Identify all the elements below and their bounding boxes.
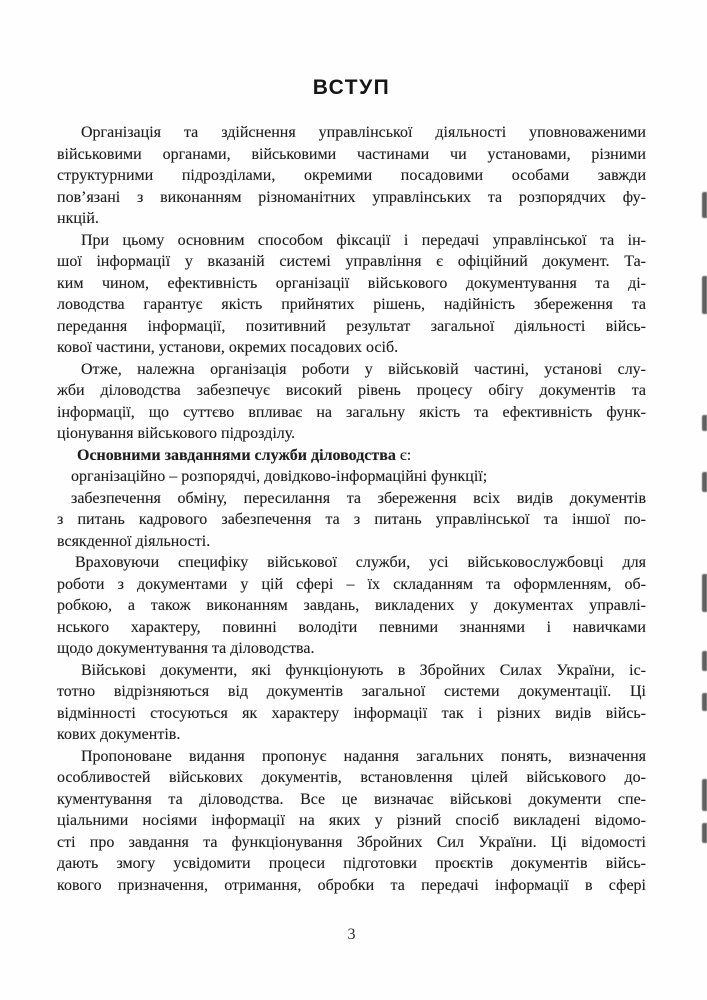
scan-edge-mark: [702, 823, 707, 843]
text-line: роботи з документами у цій сфері – їх складанням та оформленням, об-: [57, 575, 646, 593]
text-line: з питань кадрового забезпечення та з питань управлінської та іншої по-: [57, 511, 646, 528]
scan-edge-mark: [702, 276, 707, 314]
bold-lead-text: Основними завданнями служби діловодства: [77, 446, 396, 464]
scan-edge-mark: [702, 651, 707, 671]
paragraph: [57, 359, 646, 445]
text-line: робкою, а також виконанням завдань, викладених у документах управлі-: [57, 597, 646, 614]
text-line: ціальними носіями інформації на яких у різний спосіб викладені відомо-: [57, 812, 646, 829]
text-line: структурними підрозділами, окремими посадовими особами завжди: [57, 167, 646, 184]
text-line: відмінності стосуються як характеру інформації так і різних видів війсь-: [57, 704, 646, 722]
text-line: ціонування військового підрозділу.: [57, 425, 296, 442]
text-line: тотно відрізняються від документів загальної системи документації. Ці: [57, 683, 646, 700]
paragraph: [57, 122, 646, 230]
text-line: Отже, належна організація роботи у військовій частині, установі слу-: [81, 360, 646, 378]
text-line: ловодства гарантує якість прийнятих рішень, надійність збереження та: [57, 296, 646, 313]
text-line: сті про завдання та функціонування Збройних Сил України. Ці відомості: [57, 833, 646, 851]
scan-edge-mark: [702, 472, 707, 492]
text-line: Пропоноване видання пропонує надання загальних понять, визначення: [81, 747, 646, 765]
scan-edge-mark: [702, 574, 707, 612]
text-line: Враховуючи специфіку військової служби, усі військовослужбовці для: [75, 554, 646, 571]
text-line: військовими органами, військовими частинами чи установами, різними: [57, 145, 646, 163]
page-number: 3: [347, 926, 356, 943]
body-text: [57, 122, 646, 896]
text-line: Військові документи, які функціонують в Збройних Силах України, іс-: [81, 661, 646, 679]
scan-edge-mark: [702, 693, 707, 711]
paragraph: [57, 445, 646, 467]
text-line: кументування та діловодства. Все це визначає військові документи спе-: [57, 790, 646, 808]
paragraph: [57, 552, 646, 660]
text-line: кової частини, установи, окремих посадових осіб.: [57, 339, 399, 356]
text-line: пов’язані з виконанням різноманітних управлінських та розпорядчих фу-: [57, 188, 646, 206]
scan-edge-mark: [702, 779, 707, 811]
text-line: інформації, що суттєво впливає на загальну якість та ефективність функ-: [57, 403, 646, 421]
text-line: щодо документування та діловодства.: [57, 640, 315, 657]
text-line: всякденної діяльності.: [57, 532, 211, 550]
text-line: організаційно – розпорядчі, довідково-інформаційні функції;: [71, 468, 488, 485]
text-line: кових документів.: [57, 726, 181, 743]
text-line: особливостей військових документів, встановлення цілей військового до-: [57, 769, 646, 786]
paragraph: [57, 660, 646, 746]
text-line: Організація та здійснення управлінської діяльності уповноваженими: [81, 124, 646, 141]
page-title: ВСТУП: [312, 76, 391, 99]
paragraph: [57, 746, 646, 897]
scan-edge-mark: [702, 192, 707, 218]
text-line: забезпечення обміну, пересилання та збереження всіх видів документів: [71, 489, 646, 507]
text-line: шої інформації у вказаній системі управління є офіційний документ. Та-: [57, 253, 646, 270]
text-line: кового призначення, отримання, обробки та передачі інформації в сфері: [57, 876, 646, 894]
text-line: ким чином, ефективність організації військового документування та ді-: [57, 274, 646, 292]
text-line: дають змогу усвідомити процеси підготовки проєктів документів війсь-: [57, 855, 646, 872]
text-line: жби діловодства забезпечує високий рівень процесу обігу документів та: [57, 382, 646, 399]
scan-edge-mark: [702, 415, 707, 431]
paragraph: [57, 466, 646, 488]
text-line: нкцій.: [57, 210, 99, 227]
text-line: Основними завданнями служби діловодства є:: [77, 446, 412, 464]
text-block: [57, 0, 646, 896]
text-line: При цьому основним способом фіксації і передачі управлінської та ін-: [81, 231, 646, 249]
text-line: нського характеру, повинні володіти певними знаннями і навичками: [57, 618, 646, 636]
paragraph: [57, 230, 646, 359]
paragraph: [57, 488, 646, 553]
text-line: передання інформації, позитивний результат загальної діяльності війсь-: [57, 317, 646, 335]
